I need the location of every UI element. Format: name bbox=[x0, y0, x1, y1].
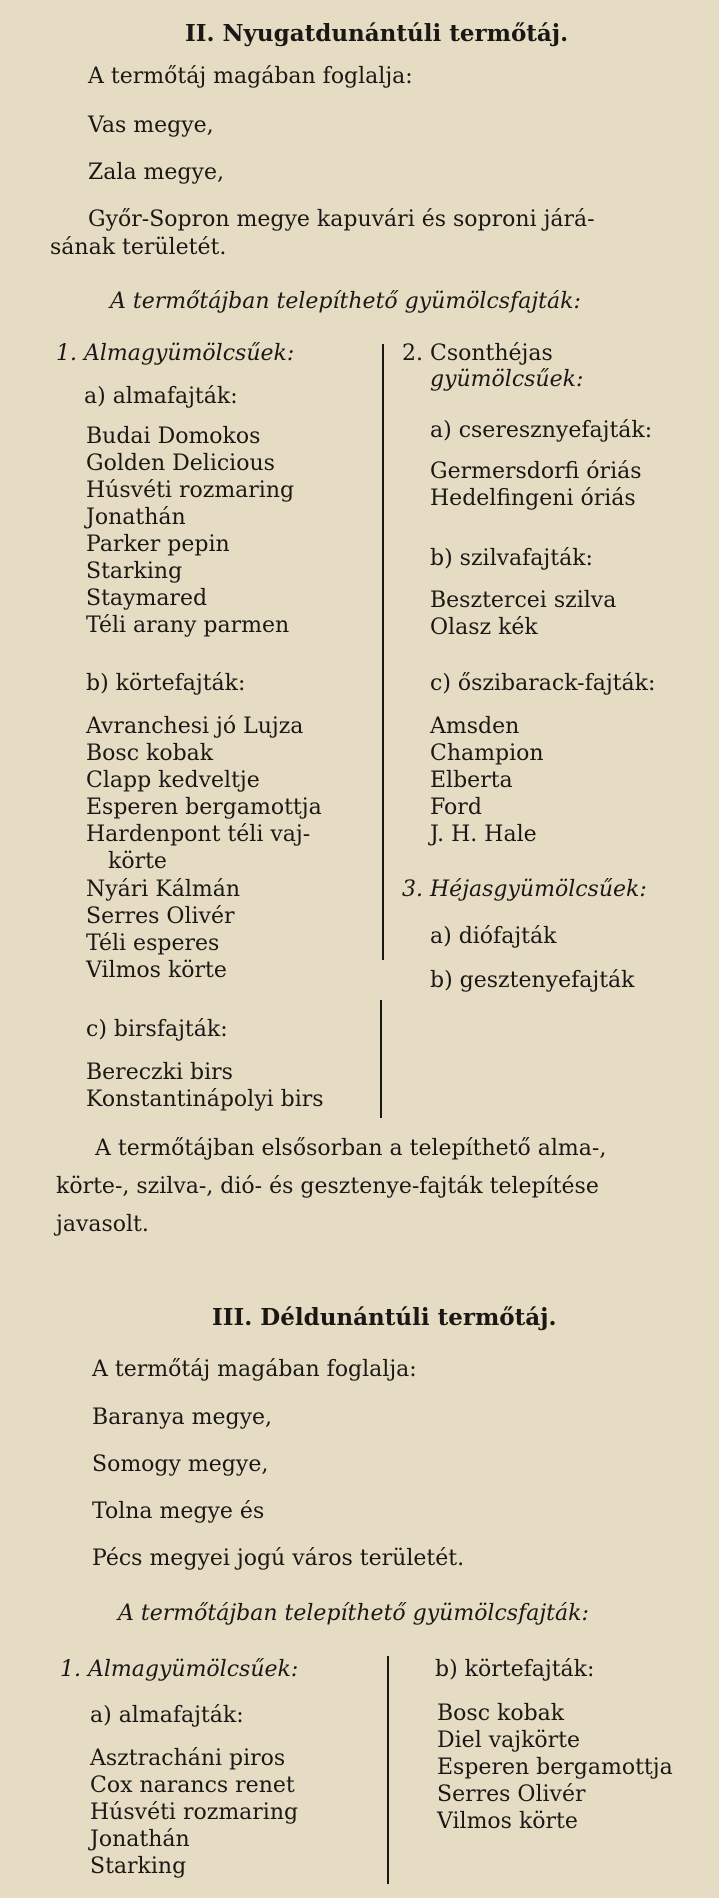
subtitle: A termőtájban telepíthető gyümölcsfajták: bbox=[110, 289, 581, 314]
variety-item: Húsvéti rozmaring bbox=[86, 478, 295, 503]
variety-item: Elberta bbox=[430, 768, 513, 793]
conclusion-text: körte-, szilva-, dió- és gesztenye-fajták telepítése bbox=[56, 1174, 599, 1199]
variety-item: körte bbox=[108, 849, 167, 874]
section-title: III. Déldunántúli termőtáj. bbox=[212, 1304, 557, 1331]
intro-text: A termőtáj magában foglalja: bbox=[88, 64, 413, 89]
area-item: sának területét. bbox=[50, 235, 227, 260]
subtitle: A termőtájban telepíthető gyümölcsfajták: bbox=[118, 1601, 589, 1626]
intro-text: A termőtáj magában foglalja: bbox=[92, 1357, 417, 1382]
column-divider bbox=[387, 1656, 389, 1884]
area-item: Pécs megyei jogú város területét. bbox=[92, 1546, 465, 1571]
group-heading: 3. Héjasgyümölcsűek: bbox=[402, 877, 647, 902]
variety-item: Olasz kék bbox=[430, 615, 538, 640]
subgroup-heading: b) gesztenyefajták bbox=[430, 968, 635, 993]
variety-item: Diel vajkörte bbox=[437, 1728, 581, 1753]
group-heading: 1. Almagyümölcsűek: bbox=[56, 341, 295, 366]
variety-item: Téli arany parmen bbox=[86, 613, 290, 638]
area-item: Tolna megye és bbox=[92, 1499, 265, 1524]
variety-item: Hedelfingeni óriás bbox=[430, 486, 636, 511]
group-heading: gyümölcsűek: bbox=[430, 367, 584, 392]
variety-item: Amsden bbox=[430, 714, 520, 739]
area-item: Zala megye, bbox=[88, 160, 224, 185]
variety-item: Vilmos körte bbox=[437, 1809, 578, 1834]
variety-item: Golden Delicious bbox=[86, 451, 275, 476]
variety-item: Nyári Kálmán bbox=[86, 877, 241, 902]
variety-item: Germersdorfi óriás bbox=[430, 459, 642, 484]
variety-item: Cox narancs renet bbox=[90, 1773, 295, 1798]
subgroup-heading: c) birsfajták: bbox=[86, 1017, 228, 1042]
area-item: Baranya megye, bbox=[92, 1405, 273, 1430]
variety-item: Ford bbox=[430, 795, 482, 820]
group-heading-number: 2. Csonthéjas bbox=[402, 341, 553, 366]
variety-item: Esperen bergamottja bbox=[86, 795, 322, 820]
variety-item: Parker pepin bbox=[86, 532, 230, 557]
variety-item: Hardenpont téli vaj- bbox=[86, 822, 311, 847]
variety-item: Esperen bergamottja bbox=[437, 1755, 673, 1780]
variety-item: Avranchesi jó Lujza bbox=[86, 714, 304, 739]
variety-item: J. H. Hale bbox=[430, 822, 537, 847]
variety-item: Champion bbox=[430, 741, 544, 766]
conclusion-text: javasolt. bbox=[56, 1212, 149, 1237]
variety-item: Besztercei szilva bbox=[430, 588, 617, 613]
variety-item: Starking bbox=[90, 1854, 187, 1879]
subgroup-heading: b) körtefajták: bbox=[435, 1657, 595, 1682]
subgroup-heading: a) cseresznyefajták: bbox=[430, 418, 653, 443]
variety-item: Bosc kobak bbox=[86, 741, 214, 766]
variety-item: Konstantinápolyi birs bbox=[86, 1087, 324, 1112]
variety-item: Staymared bbox=[86, 586, 208, 611]
variety-item: Clapp kedveltje bbox=[86, 768, 260, 793]
variety-item: Serres Olivér bbox=[437, 1782, 586, 1807]
subgroup-heading: b) körtefajták: bbox=[86, 671, 246, 696]
area-item: Győr-Sopron megye kapuvári és soproni járá- bbox=[88, 207, 595, 232]
group-heading: 1. Almagyümölcsűek: bbox=[60, 1657, 299, 1682]
variety-item: Jonathán bbox=[90, 1827, 190, 1852]
variety-item: Jonathán bbox=[86, 505, 186, 530]
variety-item: Vilmos körte bbox=[86, 958, 227, 983]
variety-item: Budai Domokos bbox=[86, 424, 261, 449]
column-divider bbox=[382, 344, 384, 960]
conclusion-text: A termőtájban elsősorban a telepíthető alma-, bbox=[95, 1136, 607, 1161]
area-item: Vas megye, bbox=[88, 113, 214, 138]
variety-item: Bosc kobak bbox=[437, 1701, 565, 1726]
variety-item: Asztracháni piros bbox=[90, 1746, 286, 1771]
variety-item: Téli esperes bbox=[86, 931, 220, 956]
variety-item: Starking bbox=[86, 559, 183, 584]
area-item: Somogy megye, bbox=[92, 1452, 269, 1477]
subgroup-heading: a) almafajták: bbox=[84, 384, 238, 409]
variety-item: Húsvéti rozmaring bbox=[90, 1800, 299, 1825]
variety-item: Bereczki birs bbox=[86, 1060, 233, 1085]
subgroup-heading: a) almafajták: bbox=[90, 1703, 244, 1728]
subgroup-heading: b) szilvafajták: bbox=[430, 546, 593, 571]
variety-item: Serres Olivér bbox=[86, 904, 235, 929]
column-divider bbox=[380, 1000, 382, 1118]
section-title: II. Nyugatdunántúli termőtáj. bbox=[185, 20, 569, 47]
subgroup-heading: c) őszibarack-fajták: bbox=[430, 671, 656, 696]
subgroup-heading: a) diófajták bbox=[430, 924, 557, 949]
